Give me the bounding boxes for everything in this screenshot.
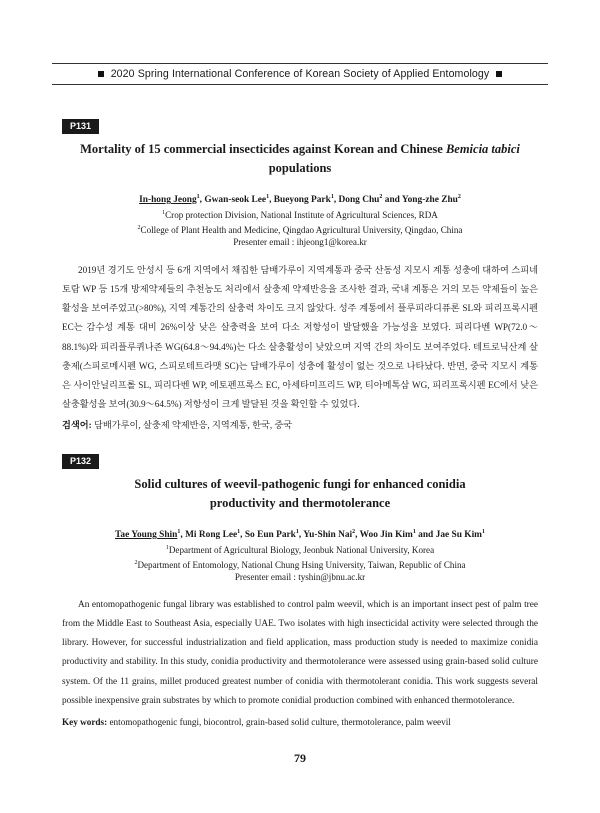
author: Yong-zhe Zhu$^2$ xyxy=(401,194,461,206)
author: So Eun Park$^1$, xyxy=(244,529,304,541)
conference-header xyxy=(52,63,548,85)
affiliation: $^1$Crop protection Division, National Institute of Agricultural Sciences, RDA xyxy=(162,210,438,221)
square-bullet-icon xyxy=(98,71,104,77)
keywords-label: 검색어: xyxy=(62,420,92,431)
abstract-code: P132 xyxy=(62,454,99,469)
keywords-text: 담배가루이, 살충제 약제반응, 지역계통, 한국, 중국 xyxy=(91,420,293,431)
author: In-hong Jeong$^1$, xyxy=(139,194,205,206)
conference-title: 2020 Spring International Conference of Korean Society of Applied Entomology xyxy=(110,68,490,80)
author: Tae Young Shin$^1$, xyxy=(115,529,186,541)
title-text: Mortality of 15 commercial insecticides against Korean and Chinese xyxy=(80,142,446,156)
abstract-body: An entomopathogenic fungal library was established to control palm weevil, which is an important insect pest of palm tree from the Middle East to Southeast Asia, especially UAE. Two isolates with high insecticidal activity were selected through the library. However, for successful industrialization and field application, mass production study is needed to maximize conidia productivity and stability. In this study, conidia productivity and thermotolerance were assessed using grain-based solid culture system. Of the 11 grains, millet produced greatest number of conidia with thermotolerant conidia. This work suggests several possible inexpensive grain substrates by which to promote conidial production combined with enhanced thermotolerance. xyxy=(62,599,538,706)
title-species: Bemicia tabici xyxy=(445,142,520,156)
author-list xyxy=(62,525,538,542)
presenter-email: Presenter email : tyshin@jbnu.ac.kr xyxy=(234,572,366,583)
title-text-end: populations xyxy=(268,161,332,175)
author: Bueyong Park$^1$, xyxy=(273,194,339,206)
keywords xyxy=(62,417,538,433)
author-list xyxy=(62,190,538,207)
page-number: 79 xyxy=(294,751,306,765)
abstract-title: Solid cultures of weevil-pathogenic fungi for enhanced conidia productivity and thermotolerance xyxy=(134,477,466,510)
presenter-email: Presenter email : ihjeong1@korea.kr xyxy=(233,237,367,248)
abstract-code: P131 xyxy=(62,119,99,134)
author: Yu-Shin Nai$^2$, xyxy=(303,529,360,541)
keywords xyxy=(62,714,538,730)
author: Dong Chu$^2$ and xyxy=(338,194,402,206)
square-bullet-icon xyxy=(496,71,502,77)
author: Gwan-seok Lee$^1$, xyxy=(204,194,274,206)
author: Mi Rong Lee$^1$, xyxy=(185,529,245,541)
keywords-label: Key words: xyxy=(62,716,108,727)
abstract-title xyxy=(72,140,528,178)
affiliation: $^2$College of Plant Health and Medicine, Qingdao Agricultural University, Qingdao, China xyxy=(137,224,463,235)
abstract-p132 xyxy=(62,451,538,730)
author: Woo Jin Kim$^1$ and xyxy=(359,529,436,541)
abstract-body: 2019년 경기도 안성시 등 6개 지역에서 채집한 담배가루이 지역계통과 중국 산동성 지모시 계통 성충에 대하여 스피네토람 WP 등 15개 방제약제들의 추천농도 처리에서 살충제 약제반응을 조사한 결과, 국내 계통은 거의 모든 약제들이 높은 활성을 보여주었고(>80%), 지역 계통간의 살충력 차이도 크지 않았다. 성주 계통에서 플루피라디퓨론 SL와 피리프록시펜 EC는 감수성 계통 대비 26%이상 낮은 살충력을 보여 다소 저항성이 발달했을 가능성을 보였다. 피리다벤 WP(72.0～88.1%)와 피리플루퀴나존 WG(64.8～94.4%)는 다소 살충활성이 낮았으며 지역 간의 차이도 보여주었다. 테트로닉산계 살충제(스피로메시펜 WG, 스피로테트라맷 SC)는 담배가루이 성충에 활성이 없는 것으로 나타났다. 반면, 중국 지모시 계통은 사이안닐리프롤 SL, 피리다벤 WP, 에토펜프록스 EC, 아세타미프리드 WP, 티아메톡삼 WG, 피리프록시펜 EC에서 낮은 살충활성을 보여(30.9～64.5%) 저항성이 크게 발달된 것을 확인할 수 있었다. xyxy=(62,264,538,410)
keywords-text: entomopathogenic fungi, biocontrol, grain-based solid culture, thermotolerance, palm weevil xyxy=(107,716,451,727)
affiliation: $^1$Department of Agricultural Biology, Jeonbuk National University, Korea xyxy=(165,545,435,556)
affiliation: $^2$Department of Entomology, National Chung Hsing University, Taiwan, Republic of China xyxy=(134,559,466,570)
author: Jae Su Kim$^1$ xyxy=(435,529,485,541)
abstract-p131 xyxy=(62,116,538,433)
